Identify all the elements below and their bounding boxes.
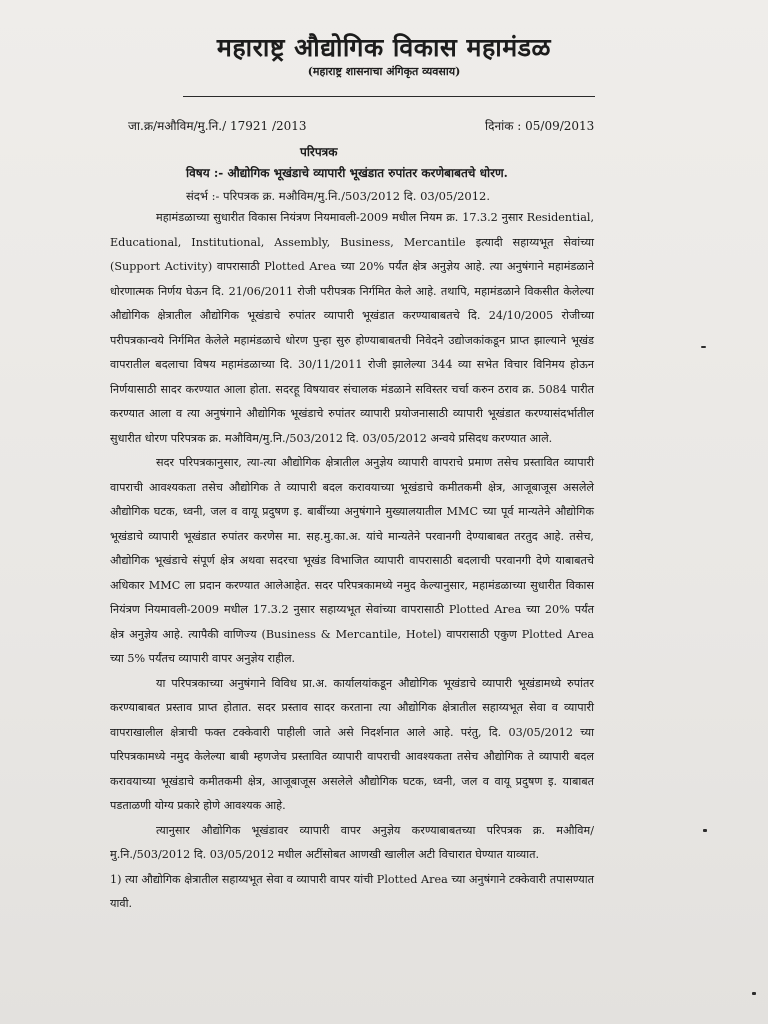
subject-line: विषय :- औद्योगिक भूखंडाचे व्यापारी भूखंडात रुपांतर करणेबाबतचे धोरण. — [186, 166, 508, 180]
scan-mark — [701, 346, 706, 348]
organization-subtitle: (महाराष्ट्र शासनाचा अंगिकृत व्यवसाय) — [307, 65, 461, 78]
body-paragraph-2: सदर परिपत्रकानुसार, त्या-त्या औद्योगिक क्षेत्रातील अनुज्ञेय व्यापारी वापराचे प्रमाण तसेच प्रस्तावित व्यापारी वापराची आवश्यकता तसेच औद्योगिक ते व्यापारी बदल करावयाच्या भूखंडाचे कमीतकमी क्षेत्र, आजूबाजूस असलेले औद्योगिक घटक, ध्वनी, जल व वायू प्रदुषण इ. बाबींच्या अनुषंगाने मुख्यालयातील MMC च्या पूर्व मान्यतेने औद्योगिक भूखंडाचे व्यापारी भूखंडात रुपांतर करणेस मा. सह.मु.का.अ. यांचे मान्यतेने परवानगी देण्याबाबत तरतुद आहे. तसेच, औद्योगिक भूखंडाचे संपूर्ण क्षेत्र अथवा सदरचा भूखंड विभाजित व्यापारी वापरासाठी बदलाची परवानगी देणे याबाबतचे अधिकार MMC ला प्रदान करण्यात आलेआहेत. सदर परिपत्रकामध्ये नमुद केल्यानुसार, महामंडळाच्या सुधारीत विकास नियंत्रण नियमावली-2009 मधील 17.3.2 नुसार सहाय्यभूत सेवांच्या वापरासाठी Plotted Area च्या 20% पर्यंत क्षेत्र अनुज्ञेय आहे. त्यापैकी वाणिज्य (Business & Mercantile, Hotel) वापरासाठी एकुण Plotted Area च्या 5% पर्यंतच व्यापारी वापर अनुज्ञेय राहील. — [110, 456, 594, 665]
scan-mark — [752, 992, 756, 995]
document-date: दिनांक : 05/09/2013 — [485, 119, 595, 133]
condition-item-1: 1) त्या औद्योगिक क्षेत्रातील सहाय्यभूत सेवा व व्यापारी वापर यांची Plotted Area च्या अनुषंगाने टक्केवारी तपासण्यात यावी. — [110, 872, 594, 910]
body-paragraph-3: या परिपत्रकाच्या अनुषंगाने विविध प्रा.अ. कार्यालयांकडून औद्योगिक भूखंडाचे व्यापारी भूखंडामध्ये रुपांतर करण्याबाबत प्रस्ताव प्राप्त होतात. सदर प्रस्ताव सादर करताना त्या औद्योगिक क्षेत्रातील सहाय्यभूत सेवा व व्यापारी वापराखालील क्षेत्राची फक्त टक्केवारी पाहीली जाते असे निदर्शनात आले आहे. परंतु, दि. 03/05/2012 च्या परिपत्रकामध्ये नमुद केलेल्या बाबी म्हणजेच प्रस्तावित व्यापारी वापराची आवश्यकता तसेच औद्योगिक ते व्यापारी बदल करावयाच्या भूखंडाचे कमीतकमी क्षेत्र, आजूबाजूस असलेले औद्योगिक घटक, ध्वनी, जल व वायू प्रदुषण इ. याबाबत पडताळणी योग्य प्रकारे होणे आवश्यक आहे. — [110, 676, 594, 812]
header-divider — [183, 96, 595, 97]
organization-title: महाराष्ट्र औद्योगिक विकास महामंडळ — [216, 33, 552, 62]
reference-number: जा.क्र/मऔविम/मु.नि./ 17921 /2013 — [128, 119, 307, 133]
body-paragraph-1: महामंडळाच्या सुधारीत विकास नियंत्रण नियमावली-2009 मधील नियम क्र. 17.3.2 नुसार Residential, Educational, Institutional, Assembly, Business, Mercantile इत्यादी सहाय्यभूत सेवांच्या (Support Activity) वापरासाठी Plotted Area च्या 20% पर्यंत क्षेत्र अनुज्ञेय आहे. त्या अनुषंगाने महामंडळाने धोरणात्मक निर्णय घेऊन दि. 21/06/2011 रोजी परीपत्रक निर्गमित केले आहे. तथापि, महामंडळाने विकसीत केलेल्या औद्योगिक क्षेत्रातील औद्योगिक भूखंडाचे रुपांतर व्यापारी भूखंडात करण्याबाबतचे दि. 24/10/2005 रोजीच्या परीपत्रकान्वये निर्गमित केलेले महामंडळाचे धोरण पुन्हा सुरु होण्याबाबतची निवेदने उद्योजकांकडून प्राप्त झाल्याने भूखंड वापरातील बदलाचा विषय महामंडळाच्या दि. 30/11/2011 रोजी झालेल्या 344 व्या सभेत विचार विनिमय होऊन निर्णयासाठी सादर करण्यात आला होता. सदरहू विषयावर संचालक मंडळाने सविस्तर चर्चा करुन ठराव क्र. 5084 पारीत करण्यात आला व त्या अनुषंगाने औद्योगिक भूखंडाचे रुपांतर व्यापारी प्रयोजनासाठी व्यापारी भूखंडात करण्यासंदर्भातील सुधारीत धोरण परिपत्रक क्र. मऔविम/मु.नि./503/2012 दि. 03/05/2012 अन्वये प्रसिदध करण्यात आले. — [110, 211, 594, 445]
body-paragraph-4: त्यानुसार औद्योगिक भूखंडावर व्यापारी वापर अनुज्ञेय करण्याबाबतच्या परिपत्रक क्र. मऔविम/मु.नि./503/2012 दि. 03/05/2012 मधील अटींसोबत आणखी खालील अटी विचारात घेण्यात याव्यात. — [110, 823, 594, 861]
document-body — [110, 206, 594, 917]
reference-line: संदर्भ :- परिपत्रक क्र. मऔविम/मु.नि./503/2012 दि. 03/05/2012. — [186, 189, 491, 203]
document-type-heading: परिपत्रक — [300, 145, 338, 159]
scan-mark — [703, 829, 707, 832]
